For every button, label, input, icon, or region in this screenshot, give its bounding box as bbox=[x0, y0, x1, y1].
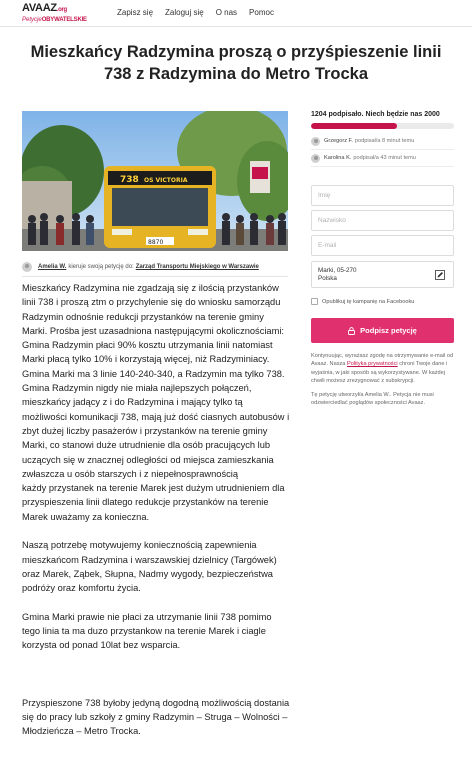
address-box[interactable] bbox=[311, 261, 454, 288]
bus-photo-illustration bbox=[22, 111, 288, 251]
nav-signup-link[interactable]: Zapisz się bbox=[117, 8, 154, 17]
nav-about-link[interactable]: O nas bbox=[215, 8, 238, 17]
body-paragraph: Przyspieszone 738 byłoby jedyną dogodną możliwością dostania się do pracy lub szkoły z gminy Radzymin – Struga – Wolności – Młodzieńcza – Metro Trocka. bbox=[22, 697, 290, 737]
privacy-notice: Kontynuując, wyrażasz zgodę na otrzymywanie e-mail od Avaaz. Nasza Polityka prywatności chroni Twoje dane i wyjaśnia, w jaki sposób są wykorzystywane. W każdej chwili możesz zrezygnować z subskrypcji. bbox=[311, 353, 454, 384]
petition-target-link[interactable]: Zarząd Transportu Miejskiego w Warszawie bbox=[135, 264, 259, 270]
signer-name: Karolina K. bbox=[324, 155, 352, 161]
petition-title: Mieszkańcy Radzymina proszą o przyśpieszenie linii 738 z Radzymina do Metro Trocka bbox=[30, 43, 442, 83]
last-name-input[interactable] bbox=[311, 210, 454, 231]
signature-progress-bar bbox=[311, 123, 454, 129]
body-paragraph: Gmina Radzymin płaci 90% kosztu utrzymania linii natomiast Marki płacą tylko 10% i korzystają więcej, niż Radzyminiacy. Gmina Marki ma 3 linie 140-240-340, a Radzymin ma tylko 738. bbox=[22, 340, 285, 379]
author-target-prefix: kieruje swoją petycję do: bbox=[68, 264, 134, 270]
recent-signer bbox=[311, 133, 454, 150]
top-nav bbox=[117, 8, 274, 17]
facebook-optin-checkbox[interactable] bbox=[311, 298, 318, 305]
sign-form bbox=[311, 185, 454, 343]
nav-help-link[interactable]: Pomoc bbox=[249, 8, 274, 17]
recent-signer bbox=[311, 150, 454, 167]
body-paragraph: Gmina Marki prawie nie płaci za utrzymanie linii 738 pomimo tego linia ta ma duzo przystankow na terenie Marek i ciagle korzysta od ponad 10lat bez wsparcia. bbox=[22, 611, 272, 651]
bus-destination-display: OS VICTORIA bbox=[144, 177, 188, 184]
bus-line-display: 738 bbox=[120, 175, 139, 185]
signature-count: 1204 podpisało. Niech będzie nas 2000 bbox=[311, 111, 440, 118]
nav-login-link[interactable]: Zaloguj się bbox=[165, 8, 204, 17]
body-paragraph: Gmina Radzymin nigdy nie miała najlepszych połączeń, mieszkańcy jadący z i do Radzymina i mający tylko tą możliwości komunikacji 738, mają już dość ciasnych autobusów i zbyt dużej liczby pasażerów i przystanków na terenie gminy Marki, co stanowi duże utrudnienie dla osób pracujących lub uczących się w znacznej odległości od miejsca zamieszkania zwłaszcza u osób starszych i z niepełnosprawnością bbox=[22, 383, 290, 479]
petition-body bbox=[22, 281, 290, 739]
avaaz-logo[interactable]: AVAAZ.org PetycjeOBYWATELSKIE bbox=[22, 2, 87, 23]
lock-icon bbox=[348, 327, 355, 335]
site-header bbox=[0, 0, 472, 27]
first-name-input[interactable] bbox=[311, 185, 454, 206]
edit-pencil-icon[interactable] bbox=[435, 270, 445, 283]
address-line-1: Marki, 05-270 bbox=[318, 267, 357, 274]
sign-petition-button[interactable] bbox=[311, 318, 454, 343]
recent-signers bbox=[311, 133, 454, 167]
signer-avatar bbox=[311, 137, 320, 146]
divider bbox=[22, 276, 288, 277]
signature-progress-fill bbox=[311, 123, 397, 129]
signer-name: Grzegorz F. bbox=[324, 138, 353, 144]
signer-avatar bbox=[311, 154, 320, 163]
privacy-policy-link[interactable]: Polityka prywatności bbox=[346, 361, 398, 368]
body-paragraph: każdy przystanek na terenie Marek jest dużym utrudnieniem dla przyspieszenia linii dlatego redukcje przystanków na terenie Marek uważamy za konieczna. bbox=[22, 483, 285, 522]
sign-petition-label: Podpisz petycję bbox=[360, 326, 417, 335]
petition-disclaimer: Tę petycję utworzył/a Amelia W.. Petycja nie musi odzwierciedlać poglądów społeczności Avaaz. bbox=[311, 392, 434, 407]
email-input[interactable] bbox=[311, 235, 454, 256]
facebook-optin-label: Opublikuj tę kampanię na Facebooku bbox=[322, 298, 415, 305]
facebook-optin[interactable] bbox=[311, 298, 454, 305]
signer-time: podpisał/a 8 minut temu bbox=[354, 138, 415, 144]
author-name-link[interactable]: Amelia W. bbox=[38, 264, 67, 270]
petition-author-line bbox=[22, 261, 261, 273]
signer-time: podpisał/a 43 minut temu bbox=[353, 155, 416, 161]
body-paragraph: Mieszkańcy Radzymina nie zgadzają się z ilością przystanków linii 738 i proszą ztm o przychylenie się do wniosku samorządu Radzymin odnośnie redukcji przystanków na terenie gminy Marki. Prośba jest uzasadniona następującymi okolicznościami: bbox=[22, 283, 284, 336]
bus-plate: 8870 bbox=[148, 239, 164, 246]
sign-sidebar bbox=[311, 111, 454, 408]
address-line-2: Polska bbox=[318, 275, 337, 282]
petition-photo bbox=[22, 111, 288, 251]
author-avatar bbox=[22, 262, 32, 272]
body-paragraph: Naszą potrzebę motywujemy koniecznością zapewnienia mieszkańcom Radzymina i warszawskiej dzielnicy (Targówek) oraz Marek, Ząbek, Słupna, Nadmy wygody, bezpieczeństwa podróży oraz komfortu życia. bbox=[22, 540, 277, 594]
